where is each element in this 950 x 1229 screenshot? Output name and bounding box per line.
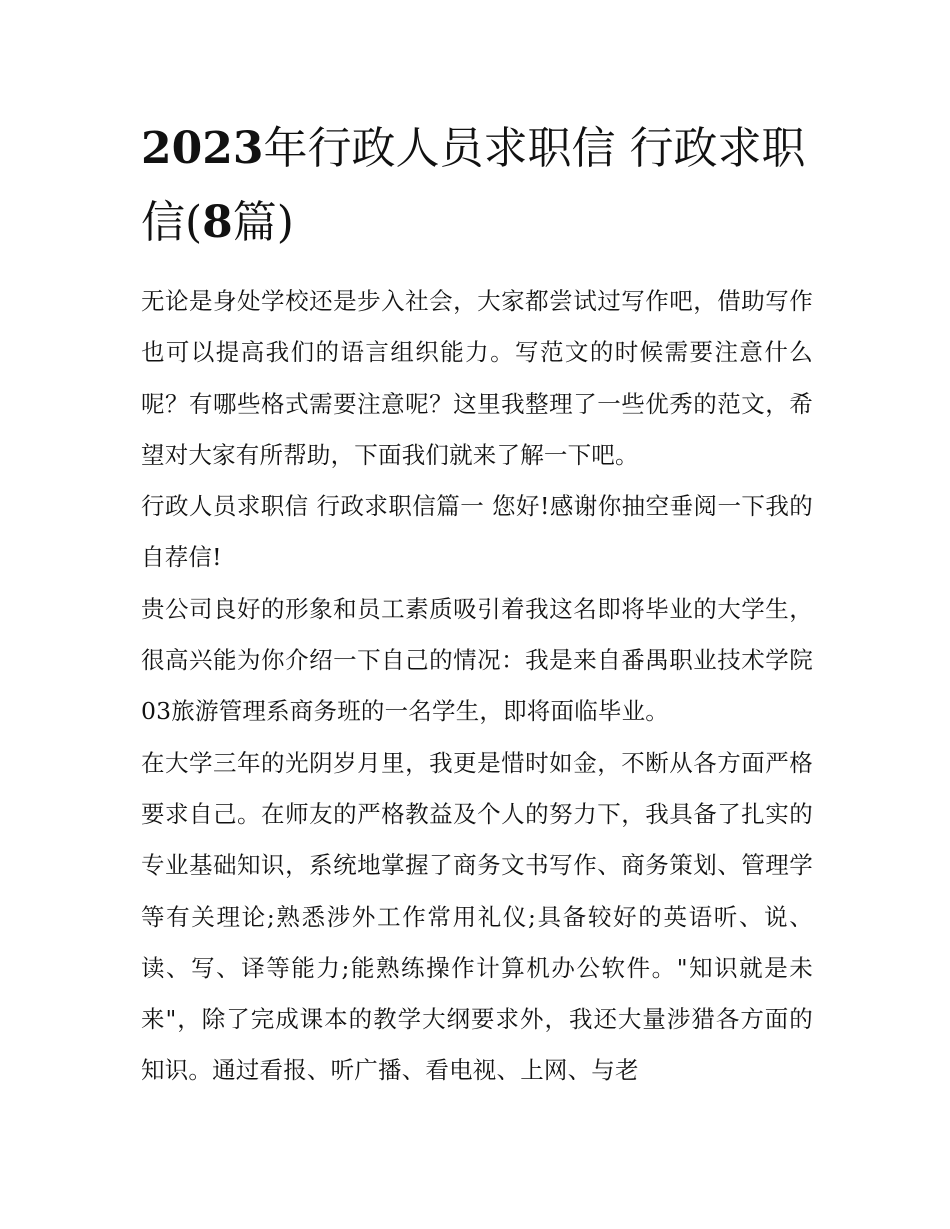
intro-paragraph: 无论是身处学校还是步入社会，大家都尝试过写作吧，借助写作也可以提高我们的语言组织能力。写范文的时候需要注意什么呢？有哪些格式需要注意呢？这里我整理了一些优秀的范文，希望对大家有所帮助，下面我们就来了解一下吧。 — [141, 287, 813, 469]
document-title — [141, 112, 813, 260]
college-experience-paragraph: 在大学三年的光阴岁月里，我更是惜时如金，不断从各方面严格要求自己。在师友的严格教益及个人的努力下，我具备了扎实的专业基础知识，系统地掌握了商务文书写作、商务策划、管理学等有关理论;熟悉涉外工作常用礼仪;具备较好的英语听、说、读、写、译等能力;能熟练操作计算机办公软件。"知识就是未来"，除了完成课本的教学大纲要求外，我还大量涉猎各方面的知识。通过看报、听广播、看电视、上网、与老 — [141, 748, 813, 1085]
self-introduction-paragraph: 贵公司良好的形象和员工素质吸引着我这名即将毕业的大学生，很高兴能为你介绍一下自己的情况：我是来自番禺职业技术学院03旅游管理系商务班的一名学生，即将面临毕业。 — [141, 594, 813, 726]
title-count: 8 — [202, 197, 233, 248]
title-text-part-2: 篇) — [232, 197, 294, 248]
title-text-part-1: 年行政人员求职信 行政求职信( — [141, 123, 806, 248]
letter-greeting-paragraph: 行政人员求职信 行政求职信篇一 您好!感谢你抽空垂阅一下我的自荐信! — [141, 492, 813, 572]
title-year: 2023 — [141, 123, 264, 174]
document-page — [141, 112, 813, 1097]
